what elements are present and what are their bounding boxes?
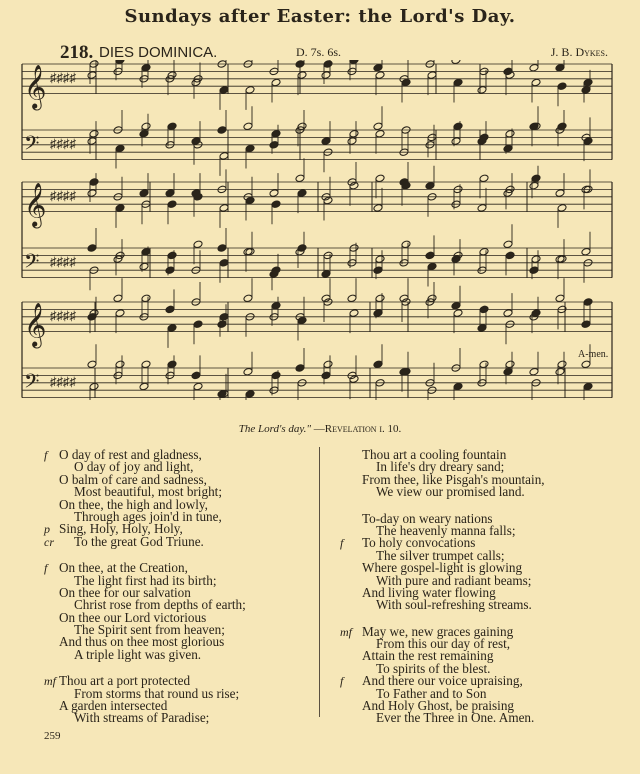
note-head bbox=[375, 129, 385, 138]
note-head bbox=[167, 324, 177, 333]
verse-text: With streams of Paradise; bbox=[74, 710, 210, 726]
note-head bbox=[373, 204, 383, 213]
note-head bbox=[453, 382, 463, 391]
note-head bbox=[555, 189, 565, 198]
verse-text: To holy convocations bbox=[362, 535, 476, 551]
note-head bbox=[323, 360, 333, 369]
note-head bbox=[113, 294, 123, 303]
note-head bbox=[557, 204, 567, 213]
note-head bbox=[583, 137, 593, 146]
key-signature-icon: ♯♯♯♯ bbox=[50, 253, 76, 269]
note-head bbox=[219, 152, 229, 161]
note-head bbox=[503, 240, 513, 249]
note-head bbox=[191, 371, 201, 380]
note-head bbox=[427, 262, 437, 271]
key-signature-icon: ♯♯♯♯ bbox=[50, 187, 76, 203]
verse-text: From this our day of rest, bbox=[376, 636, 511, 652]
note-head bbox=[425, 251, 435, 260]
verse-text: On thee, at the Creation, bbox=[59, 560, 188, 576]
note-head bbox=[479, 305, 489, 314]
note-head bbox=[503, 144, 513, 153]
note-head bbox=[271, 301, 281, 310]
note-head bbox=[479, 247, 489, 256]
verse-text: In life's dry dreary sand; bbox=[376, 459, 505, 475]
note-head bbox=[271, 78, 281, 87]
verse-line bbox=[44, 712, 312, 724]
note-head bbox=[503, 309, 513, 318]
note-head bbox=[505, 129, 515, 138]
verse-text: To Father and to Son bbox=[376, 685, 487, 701]
verse-text: With pure and radiant beams; bbox=[376, 572, 532, 588]
note-head bbox=[141, 247, 151, 256]
key-signature-icon: ♯♯♯♯ bbox=[50, 69, 76, 85]
note-head bbox=[557, 360, 567, 369]
note-head bbox=[531, 174, 541, 183]
note-head bbox=[503, 367, 513, 376]
note-head bbox=[245, 196, 255, 205]
key-signature-icon: ♯♯♯♯ bbox=[50, 373, 76, 389]
dynamic-mark: f bbox=[44, 448, 48, 462]
note-head bbox=[193, 240, 203, 249]
note-head bbox=[139, 129, 149, 138]
stanza bbox=[44, 449, 312, 548]
note-head bbox=[531, 255, 541, 264]
note-head bbox=[581, 320, 591, 329]
note-head bbox=[375, 71, 385, 80]
note-head bbox=[505, 360, 515, 369]
verse-text: A triple light was given. bbox=[74, 646, 202, 662]
note-head bbox=[323, 60, 333, 68]
note-head bbox=[529, 63, 539, 72]
note-head bbox=[581, 86, 591, 95]
note-head bbox=[295, 364, 305, 373]
note-head bbox=[89, 178, 99, 187]
verse-text: O day of rest and gladness, bbox=[59, 447, 202, 462]
verse-text: On thee our Lord victorious bbox=[59, 609, 207, 625]
note-head bbox=[245, 390, 255, 399]
verse-line bbox=[44, 646, 312, 662]
note-head bbox=[479, 133, 489, 142]
note-head bbox=[139, 189, 149, 198]
note-head bbox=[373, 360, 383, 369]
verse-text: The silver trumpet calls; bbox=[376, 547, 505, 563]
note-head bbox=[583, 78, 593, 87]
note-head bbox=[373, 309, 383, 318]
note-head bbox=[89, 129, 99, 138]
verse-text: Attain the rest remaining bbox=[362, 648, 494, 664]
dynamic-mark: f bbox=[340, 536, 344, 551]
note-head bbox=[583, 298, 593, 307]
verse-text: Sing, Holy, Holy, Holy, bbox=[59, 521, 183, 537]
treble-clef-icon: 𝄞 bbox=[24, 64, 47, 109]
verse-line bbox=[340, 486, 610, 498]
verse-text: O day of joy and light, bbox=[74, 459, 194, 475]
note-head bbox=[167, 360, 177, 369]
stanza bbox=[44, 562, 312, 661]
note-head bbox=[375, 174, 385, 183]
note-head bbox=[115, 360, 125, 369]
note-head bbox=[297, 189, 307, 198]
verse-text: A garden intersected bbox=[59, 698, 168, 714]
scripture-reference: —Revelation i. 10. bbox=[313, 423, 402, 435]
note-head bbox=[245, 144, 255, 153]
note-head bbox=[165, 189, 175, 198]
note-head bbox=[347, 294, 357, 303]
music-score bbox=[0, 60, 640, 400]
verse-text: The Spirit sent from heaven; bbox=[74, 622, 225, 638]
stanza bbox=[340, 623, 610, 726]
verse-text: And living water flowing bbox=[362, 584, 496, 600]
note-head bbox=[529, 367, 539, 376]
note-head bbox=[321, 371, 331, 380]
stanza bbox=[44, 675, 312, 725]
dynamic-mark: f bbox=[44, 561, 48, 576]
note-head bbox=[141, 122, 151, 131]
note-head bbox=[479, 360, 489, 369]
note-head bbox=[141, 294, 151, 303]
note-head bbox=[581, 360, 591, 369]
note-head bbox=[271, 266, 281, 275]
note-head bbox=[321, 270, 331, 279]
note-head bbox=[477, 204, 487, 213]
note-head bbox=[373, 122, 383, 131]
note-head bbox=[375, 255, 385, 264]
bass-clef-icon: 𝄢 bbox=[24, 369, 40, 398]
verse-text: On thee, the high and lowly, bbox=[59, 496, 208, 512]
note-head bbox=[453, 309, 463, 318]
bass-clef-icon: 𝄢 bbox=[24, 249, 40, 278]
amen-label: A-men. bbox=[578, 349, 609, 360]
verse-text: With soul-refreshing streams. bbox=[376, 597, 532, 613]
bass-clef-icon: 𝄢 bbox=[24, 131, 40, 160]
note-head bbox=[115, 309, 125, 318]
note-head bbox=[477, 324, 487, 333]
note-head bbox=[167, 200, 177, 209]
treble-clef-icon: 𝄞 bbox=[24, 302, 47, 347]
note-head bbox=[141, 63, 151, 72]
note-head bbox=[193, 382, 203, 391]
verse-text: And Holy Ghost, be praising bbox=[362, 698, 515, 714]
note-head bbox=[219, 259, 229, 268]
note-head bbox=[295, 60, 305, 68]
verse-text: The light first had its birth; bbox=[74, 572, 217, 588]
running-head: Sundays after Easter: the Lord's Day. bbox=[124, 6, 516, 27]
note-head bbox=[165, 266, 175, 275]
note-head bbox=[297, 244, 307, 253]
note-head bbox=[295, 174, 305, 183]
key-signature-icon: ♯♯♯♯ bbox=[50, 307, 76, 323]
verse-column-left bbox=[44, 449, 312, 739]
note-head bbox=[451, 137, 461, 146]
note-head bbox=[427, 71, 437, 80]
note-head bbox=[139, 262, 149, 271]
note-head bbox=[555, 63, 565, 72]
note-head bbox=[373, 266, 383, 275]
verse-text: And thus on thee most glorious bbox=[59, 634, 225, 650]
verse-text: And there our voice upraising, bbox=[362, 673, 523, 689]
note-head bbox=[321, 71, 331, 80]
verse-text: Through ages join'd in tune, bbox=[74, 508, 222, 524]
note-head bbox=[219, 204, 229, 213]
hymn-title: DIES DOMINICA. bbox=[99, 44, 218, 61]
verse-text: Most beautiful, most bright; bbox=[74, 484, 222, 500]
verse-text: Thou art a port protected bbox=[59, 673, 191, 689]
verse-line bbox=[44, 533, 312, 549]
verse-line bbox=[340, 599, 610, 611]
dynamic-mark: p bbox=[44, 522, 50, 537]
page-number: 259 bbox=[44, 730, 61, 742]
verse-column-right bbox=[340, 449, 610, 739]
note-head bbox=[375, 294, 385, 303]
note-head bbox=[245, 86, 255, 95]
note-head bbox=[87, 137, 97, 146]
verse-text: Christ rose from depths of earth; bbox=[74, 597, 246, 613]
dynamic-mark: f bbox=[340, 674, 344, 689]
note-head bbox=[271, 129, 281, 138]
note-head bbox=[557, 82, 567, 91]
verse-text: O balm of care and sadness, bbox=[59, 471, 207, 487]
note-head bbox=[193, 320, 203, 329]
note-head bbox=[555, 367, 565, 376]
note-head bbox=[297, 71, 307, 80]
note-head bbox=[87, 189, 97, 198]
column-divider bbox=[319, 447, 320, 717]
note-head bbox=[349, 129, 359, 138]
hymn-number: 218. bbox=[60, 42, 94, 63]
dynamic-mark: mf bbox=[340, 624, 352, 639]
note-head bbox=[87, 71, 97, 80]
note-head bbox=[141, 360, 151, 369]
note-head bbox=[583, 382, 593, 391]
note-head bbox=[555, 294, 565, 303]
verse-text: May we, new graces gaining bbox=[362, 623, 514, 639]
verse-text: To spirits of the blest. bbox=[376, 660, 491, 676]
verse-line bbox=[340, 712, 610, 724]
note-head bbox=[219, 313, 229, 322]
note-head bbox=[243, 367, 253, 376]
note-head bbox=[115, 204, 125, 213]
note-head bbox=[531, 309, 541, 318]
dynamic-mark: mf bbox=[44, 674, 56, 689]
verse-text: On thee for our salvation bbox=[59, 584, 191, 600]
note-head bbox=[115, 144, 125, 153]
hymn-composer: J. B. Dykes. bbox=[550, 45, 608, 59]
treble-clef-icon: 𝄞 bbox=[24, 182, 47, 227]
note-head bbox=[531, 78, 541, 87]
verse-text: The heavenly manna falls; bbox=[376, 522, 516, 538]
note-head bbox=[477, 86, 487, 95]
hymn-meter: D. 7s. 6s. bbox=[296, 45, 342, 59]
note-head bbox=[271, 200, 281, 209]
stanza bbox=[340, 510, 610, 613]
note-head bbox=[321, 137, 331, 146]
note-head bbox=[87, 244, 97, 253]
note-head bbox=[349, 309, 359, 318]
verse-text: From thee, like Pisgah's mountain, bbox=[362, 471, 545, 487]
verse-text: From storms that round us rise; bbox=[74, 685, 240, 701]
key-signature-icon: ♯♯♯♯ bbox=[50, 135, 76, 151]
note-head bbox=[167, 251, 177, 260]
verse-text: To-day on weary nations bbox=[362, 510, 493, 526]
note-head bbox=[243, 294, 253, 303]
note-head bbox=[373, 63, 383, 72]
note-head bbox=[217, 126, 227, 135]
note-head bbox=[271, 371, 281, 380]
note-head bbox=[453, 122, 463, 131]
note-head bbox=[401, 78, 411, 87]
verse-text: We view our promised land. bbox=[376, 484, 525, 500]
note-head bbox=[219, 86, 229, 95]
note-head bbox=[217, 244, 227, 253]
note-head bbox=[581, 247, 591, 256]
note-head bbox=[347, 137, 357, 146]
note-head bbox=[529, 266, 539, 275]
note-head bbox=[243, 122, 253, 131]
scripture-quote: The Lord's day." bbox=[238, 423, 312, 435]
note-head bbox=[217, 320, 227, 329]
verse-text: Thou art a cooling fountain bbox=[362, 447, 507, 462]
note-head bbox=[401, 240, 411, 249]
dynamic-mark: cr bbox=[44, 534, 54, 549]
stanza bbox=[340, 449, 610, 499]
verse-text: Ever the Three in One. Amen. bbox=[376, 710, 535, 726]
verse-text: Where gospel-light is glowing bbox=[362, 560, 523, 576]
note-head bbox=[87, 360, 97, 369]
scripture-epigraph bbox=[0, 423, 640, 435]
note-head bbox=[529, 181, 539, 190]
note-head bbox=[505, 251, 515, 260]
note-head bbox=[451, 301, 461, 310]
note-head bbox=[297, 316, 307, 325]
note-head bbox=[139, 382, 149, 391]
note-head bbox=[557, 122, 567, 131]
verse-text: To the great God Triune. bbox=[74, 533, 204, 549]
note-head bbox=[453, 78, 463, 87]
note-head bbox=[165, 305, 175, 314]
note-head bbox=[89, 382, 99, 391]
note-head bbox=[425, 181, 435, 190]
note-head bbox=[479, 174, 489, 183]
note-head bbox=[269, 141, 279, 150]
note-head bbox=[167, 122, 177, 131]
note-head bbox=[269, 189, 279, 198]
